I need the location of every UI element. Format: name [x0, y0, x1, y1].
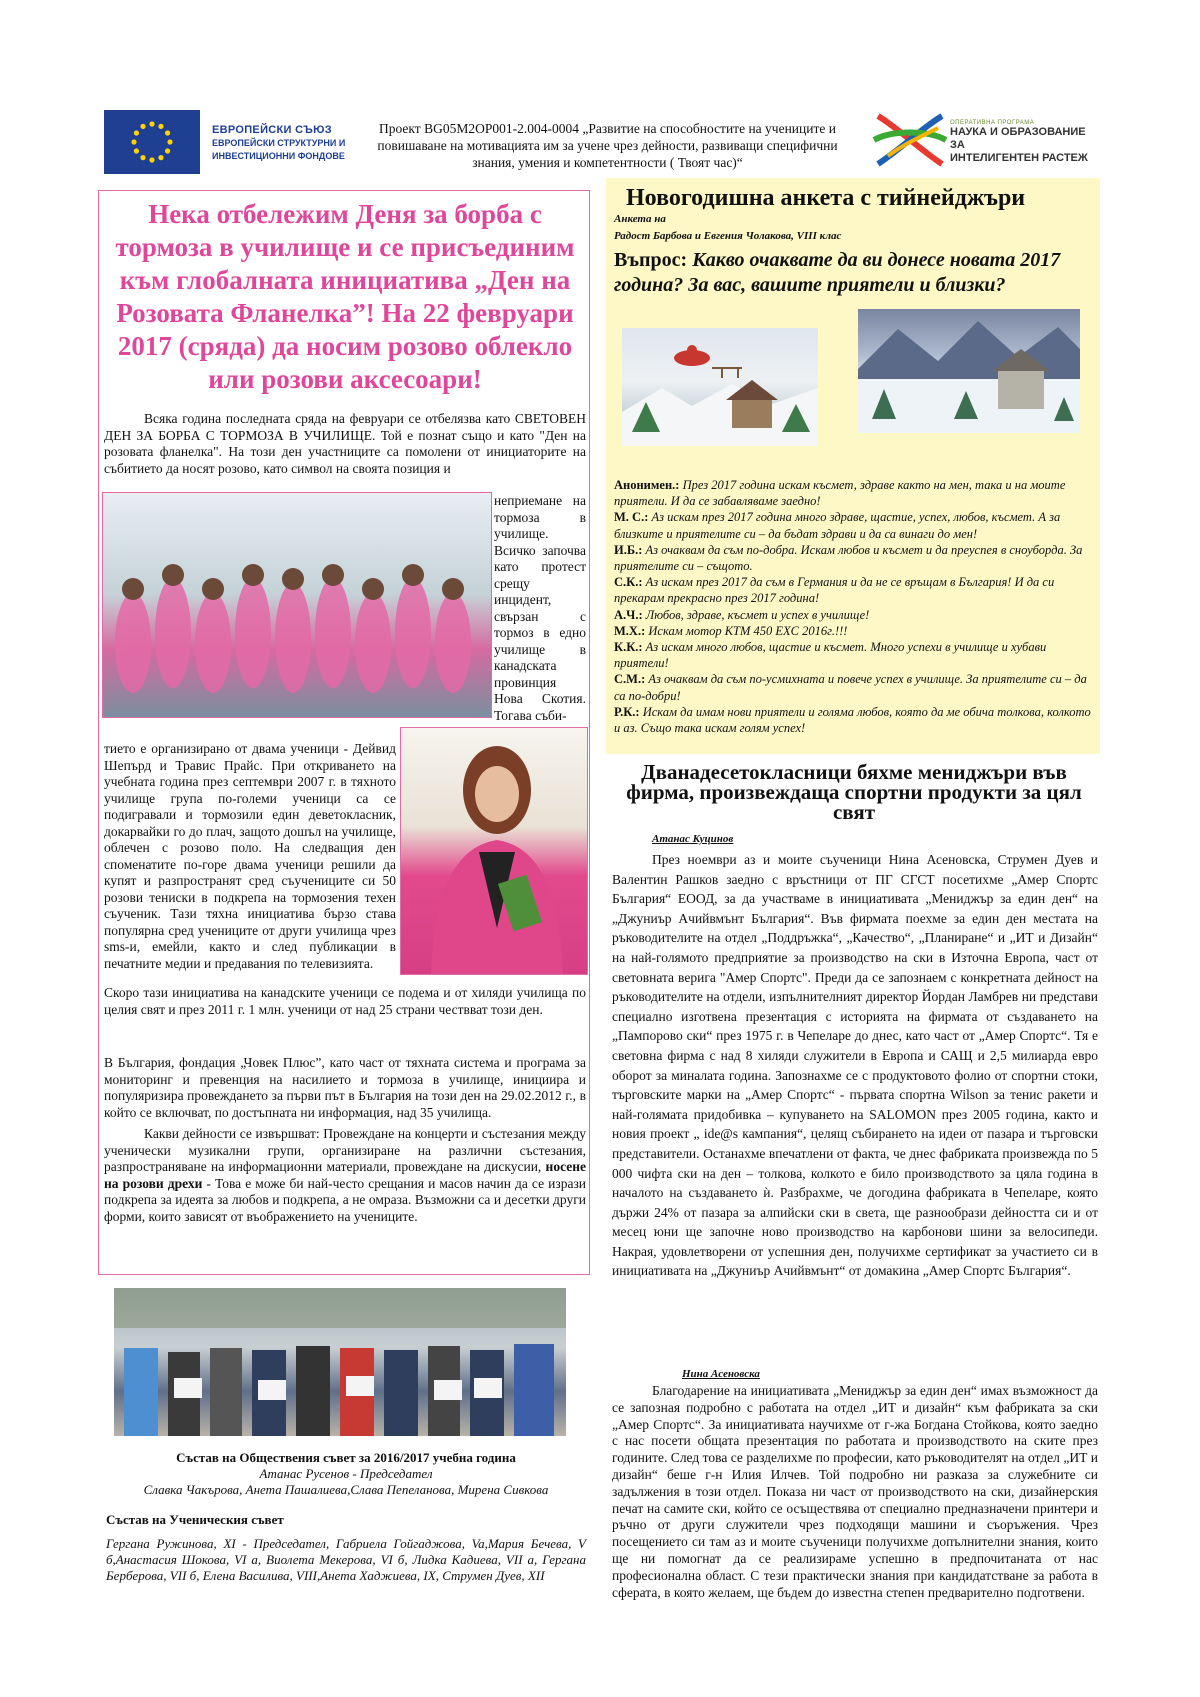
winter-village-drawing [858, 309, 1080, 433]
public-council-members: Славка Чакърова, Анета Пашалиева,Слава Пепеланова, Мирена Сивкова [143, 1482, 549, 1497]
respondent-name: А.Ч.: [614, 607, 643, 622]
activities-text: Какви дейности се извършват: Провеждане на концерти и състезания между ученически музикални групи, организиране на различни състезания, разпространяване на информационни материали, провеждане на дискусии, [104, 1126, 586, 1174]
public-council-chair: Атанас Русенов - Председател [259, 1466, 433, 1481]
respondent-name: К.К.: [614, 640, 643, 655]
survey-title: Новогодишна анкета с тийнейджъри [626, 185, 1026, 211]
survey-question [614, 248, 1094, 298]
respondent-answer: Искам да имам нови приятели и голяма любов, която да ме обича толкова, колкото и аз. Също така искам голям успех! [614, 704, 1091, 736]
survey-answer [614, 639, 1098, 671]
managers-article-title: Дванадесетокласници бяхме мениджъри във фирма, произвеждаща спортни продукти за цял свят [626, 760, 1082, 824]
pink-shirt-article-title: Нека отбележим Деня за борба с тормоза в училище и се присъединим към глобалната инициатива „Ден на Розовата Фланелка”! На 22 февруари 2017 (сряда) да носим розово облекло или розови аксесоари! [115, 199, 575, 394]
op-science-label [950, 120, 1100, 165]
op-ribbon-icon [868, 108, 952, 172]
op-name-line2: ИНТЕЛИГЕНТЕН РАСТЕЖ [950, 152, 1088, 164]
eu-flag-logo [104, 110, 200, 174]
respondent-answer: Аз искам през 2017 да съм в Германия и да не се връщам в България! И да си прекарам прекрасно през 2017 година! [614, 575, 1055, 606]
second-article-author: Нина Асеновска [682, 1368, 760, 1380]
santa-sleigh-drawing [622, 328, 818, 446]
survey-answers [614, 477, 1098, 736]
respondent-answer: Аз искам през 2017 година много здраве, щастие, успех, любов, късмет. А за близките и приятелите си – да бъдат здрави и да са винаги до мен! [614, 510, 1061, 541]
article-paragraph: неприемане на тормоза в училище. Всичко започва като протест срещу инцидент, свързан с тормоз в едно училище в канадската провинция Нова Скотия. Тогава съби- [494, 493, 586, 723]
group-silhouettes-icon [114, 1288, 566, 1436]
respondent-name: Р.К.: [614, 704, 640, 719]
respondent-answer: Аз очаквам да съм по-усмихната и повече успех в училище. За приятелите си – да са по-добри! [614, 672, 1087, 703]
survey-answer [614, 477, 1098, 509]
councils-section [106, 1450, 586, 1584]
respondent-answer: През 2017 година искам късмет, здраве както на мен, така и на моите приятели. И да се забавляваме заедно! [614, 478, 1066, 509]
winter-scene-icon [858, 309, 1080, 433]
survey-answer [614, 542, 1098, 574]
students-certificates-photo [114, 1288, 566, 1436]
op-small-label: ОПЕРАТИВНА ПРОГРАМА [950, 120, 1035, 126]
sleigh-scene-icon [622, 328, 818, 446]
article-paragraph: Скоро тази инициатива на канадските ученици се подема и от хиляди училища по целия свят и през 2011 г. 1 млн. ученици от над 25 страни чествват този ден. [104, 985, 586, 1017]
survey-answer [614, 671, 1098, 703]
question-text: Какво очаквате да ви донесе новата 2017 година? За вас, вашите приятели и близки? [614, 249, 1061, 296]
article-paragraph: В България, фондация „Човек Плюс”, като част от тяхната система и програма за мониторинг и превенция на насилието и тормоза в училище, инициира и популяризира провеждането за първи път в България на този ден на 29.02.2012 г., в който се включват, по достъпната ни информация, над 35 училища. [104, 1055, 586, 1120]
survey-answer [614, 607, 1098, 623]
eu-funds-label [212, 124, 362, 162]
survey-authors: Радост Барбова и Евгения Чолакова, VIII клас [614, 230, 842, 242]
respondent-answer: Любов, здраве, късмет и успех в училище! [645, 607, 870, 622]
eu-name: ЕВРОПЕЙСКИ СЪЮЗ [212, 124, 332, 136]
students-in-pink-photo [102, 492, 492, 718]
survey-answer [614, 704, 1098, 736]
survey-answer [614, 574, 1098, 606]
survey-label: Анкета на [614, 213, 666, 225]
second-article-body: Благодарение на инициативата „Мениджър за един ден“ имах възможност да се запозная подробно с работата на отдел „ИТ и дизайн“ към фабриката за ски „Амер Спортс“. За инициативата научихме от г-жа Богдана Стойкова, която заедно с нас посети общата презентация по работата и производството на ските през годините. След това се разделихме по професии, като ръководителят на отдел „ИТ и дизайн“ беше г-н Илия Илчев. Той подробно ни разказа за служебните си задължения в този отдел. Показа ни част от производството на ски, дизайнерския печат на самите ски, който се осъществява от специално предназначени принтери и ръчно от други служители чрез подходящи машини и съоръжения. Чрез посещението си там аз и моите съученици получихме допълнителни знания, които ще ни помогнат да се реализираме успешно в предпочитаната от нас професионална област. С тези практически знания при кандидатстване за работа в сферата, в която желаем, ще бъдем до известна степен предварително подготвени. [612, 1383, 1098, 1600]
respondent-answer: Аз искам много любов, щастие и късмет. Много успехи в училище и хубави приятели! [614, 640, 1047, 671]
operational-programme-logo [868, 108, 952, 172]
respondent-name: С.М.: [614, 672, 646, 687]
respondent-answer: Аз очаквам да съм по-добра. Искам любов и късмет и да преуспея в сноуборда. За приятелите си – същото. [614, 542, 1083, 574]
respondent-name: Анонимен.: [614, 478, 680, 492]
pink-clothes-emphasis: носене на розови дрехи [104, 1159, 586, 1191]
respondent-name: М.Х.: [614, 623, 646, 638]
respondent-name: С.К.: [614, 575, 643, 590]
article-paragraph: Всяка година последната сряда на февруари се отбелязва като СВЕТОВЕН ДЕН ЗА БОРБА С ТОРМОЗА В УЧИЛИЩЕ. Той е познат също и като "Ден на розовата фланелка". На този ден участниците са помолени от инициаторите на събитието да носят розово, като символ на своята позиция и [104, 411, 586, 476]
public-council-heading: Състав на Обществения съвет за 2016/2017 учебна година [176, 1450, 516, 1465]
kids-silhouettes-icon [103, 493, 491, 717]
managers-article-author: Атанас Куцинов [652, 833, 734, 845]
article-paragraph: тието е организирано от двама ученици - Дейвид Шепърд и Травис Прайс. При откриването на учебната година през септември 2007 г. в тяхното училище група по-големи ученици са се подигравали и тормозили един деветокласник, докарвайки го до плач, защото дошъл на училище, облечен с розово поло. На следващия ден споменатите по-горе двама ученици решили да купят и разпространят сред съучениците си 50 розови тениски в подкрепа на тормозения техен съученик. Тази тяхна инициатива бързо става популярна сред учениците от други училища чрез sms-и, емейли, както и след публикации в печатните медии и предавания по телевизията. [104, 741, 396, 971]
respondent-name: М. С.: [614, 510, 649, 525]
respondent-name: И.Б.: [614, 542, 643, 557]
activities-text-end: - Това е може би най-често срещания и масов начин да се изрази подкрепа за идеята за любов и подкрепа, а не омраза. Възможни са и десетки други форми, които зависят от въображението на учениците. [104, 1175, 587, 1224]
woman-silhouette-icon [401, 728, 587, 974]
project-description: Проект BG05M2OP001-2.004-0004 „Развитие на способностите на учениците и повишаване на мотивацията им за учене чрез дейности, развиващи специфични знания, умения и компетентности ( Твоят час)“ [377, 121, 838, 170]
managers-article-body: През ноември аз и моите съученици Нина Асеновска, Струмен Дуев и Валентин Рашков заедно с връстници от ПГ СГСТ посетихме „Амер Спортс България“ ЕООД, за да участваме в инициативата „Мениджър за един ден“ на „Джуниър Ачийвмънт България“. Във фирмата поехме за един ден местата на ръководителите на отдел „Поддръжка“, „Качество“, „Планиране“ и „ИТ и Дизайн“ на най-голямото предприятие за производство на ски в Източна Европа, част от световната верига "Амер Спортс". Преди да се запознаем с конкретната дейност на ръководителите на отдели, изпълнителният директор Йордан Ламбрев ни представи специално изготвена презентация с историята на фирмата от създаването на „Пампорово ски“ през 1975 г. в Чепеларе до днес, като част от „Амер Спортс“. Тя е световна фирма с над 8 хиляди служители в Европа и САЩ и 2,5 милиарда евро оборот за миналата година. Запознахме се с продуктовото фолио от спортни стоки, търговските марки на „Амер Спортс“ - първата спортна Wilson за тенис ракети и най-голямата придобивка – купуването на SALOMON през 2005 година, както и новия проект „ ide@s кампания“, целящ събирането на идеи от пазара и търговски представители. Останахме впечатлени от факта, че днес фабриката произвежда по 5 000 чифта ски на ден – толкова, колкото е било производството за цяла година в началото на създаването ѝ. Разбрахме, че догодина фабриката в Чепеларе, която държи 24% от пазара за алпийски ски в света, ще разнообрази дейността си и от месец юни ще започне ново производство на карбонови шини за велосипеди. Накрая, удовлетворени от успешния ден, получихме сертификат за участието си в инициативата на „Джуниър Ачийвмънт“ от домакина „Амер Спортс България“. [612, 852, 1098, 1279]
eu-stars-icon [104, 110, 200, 174]
student-council-heading: Състав на Ученическия съвет [106, 1512, 284, 1527]
question-label: Въпрос: [614, 249, 688, 271]
survey-answer [614, 623, 1098, 639]
eu-funds-line1: ЕВРОПЕЙСКИ СТРУКТУРНИ И [212, 138, 346, 148]
article-paragraph [104, 1126, 586, 1225]
op-name-line1: НАУКА И ОБРАЗОВАНИЕ ЗА [950, 126, 1086, 151]
survey-answer [614, 509, 1098, 541]
woman-in-pink-jacket-photo [400, 727, 588, 975]
student-council-list: Гергана Ружинова, XI - Председател, Габриела Гойгаджова, Va,Мария Бечева, V б,Анастасия Шокова, VI а, Виолета Мекерова, VI б, Лидка Кадиева, VII а, Гергана Берберова, VII б, Елена Василива, VIII,Анета Хаджиева, IX, Струмен Дуев, XII [106, 1536, 586, 1583]
eu-funds-line2: ИНВЕСТИЦИОННИ ФОНДОВЕ [212, 151, 345, 161]
respondent-answer: Искам мотор КТМ 450 EXC 2016г.!!! [648, 623, 848, 638]
